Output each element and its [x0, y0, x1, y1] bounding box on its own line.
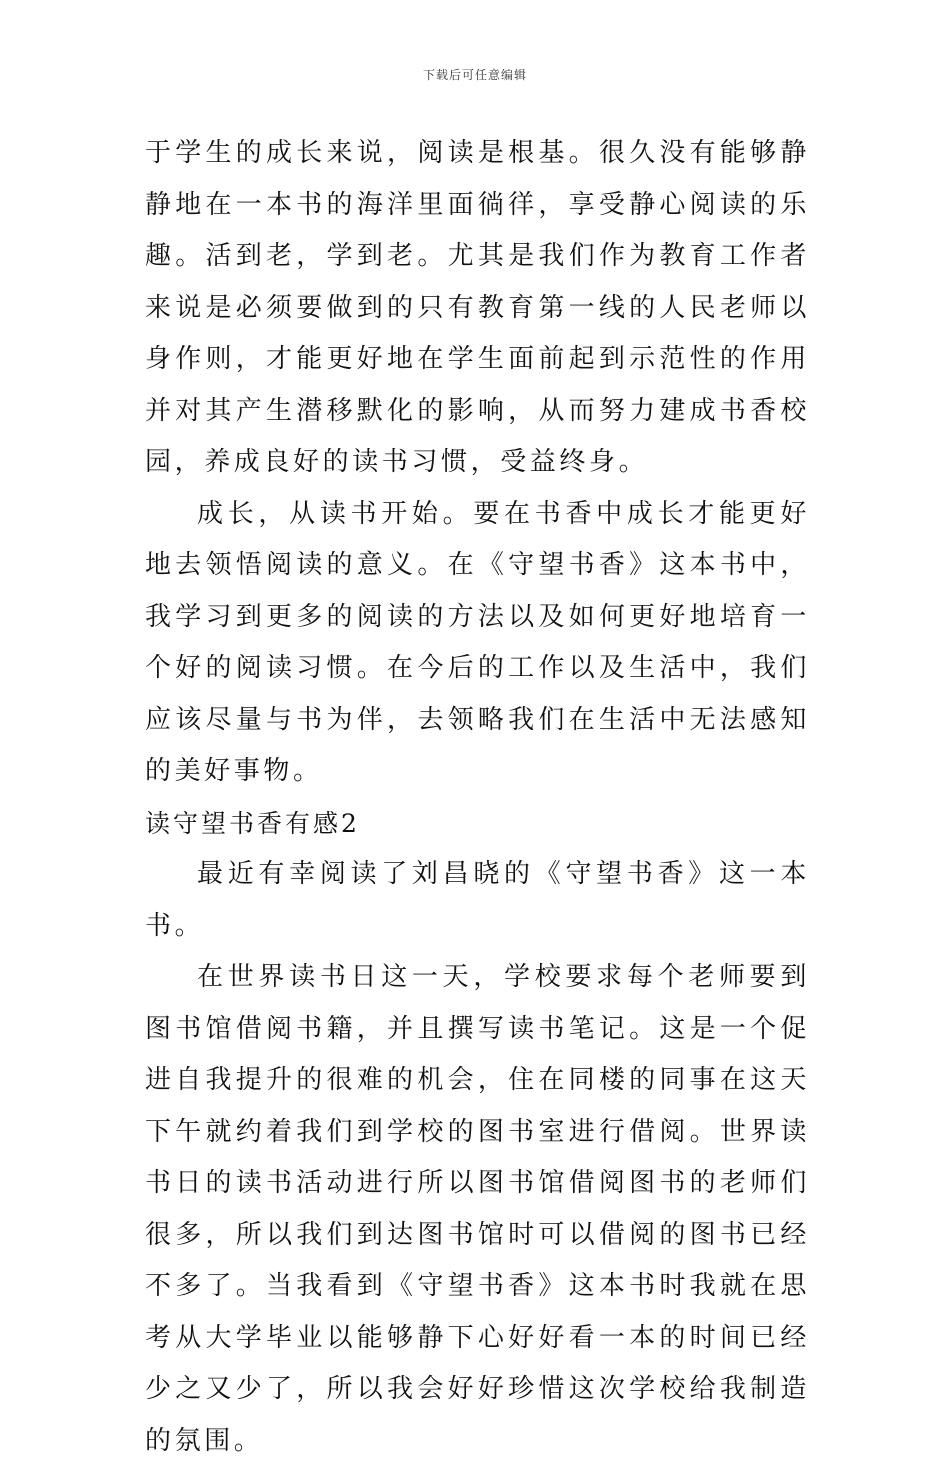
paragraph: 在世界读书日这一天，学校要求每个老师要到图书馆借阅书籍，并且撰写读书笔记。这是一个促进自我提升的很难的机会，住在同楼的同事在这天下午就约着我们到学校的图书室进行借阅。世界读书日的读书活动进行所以图书馆借阅图书的老师们很多，所以我们到达图书馆时可以借阅的图书已经不多了。当我看到《守望书香》这本书时我就在思考从大学毕业以能够静下心好好看一本的时间已经少之又少了，所以我会好好珍惜这次学校给我制造的氛围。: [145, 962, 810, 1456]
paragraph: 成长，从读书开始。要在书香中成长才能更好地去领悟阅读的意义。在《守望书香》这本书中，我学习到更多的阅读的方法以及如何更好地培育一个好的阅读习惯。在今后的工作以及生活中，我们应该尽量与书为伴，去领略我们在生活中无法感知的美好事物。: [145, 498, 810, 786]
header-note: 下载后可任意编辑: [422, 68, 527, 82]
document-body: [145, 128, 810, 1467]
paragraph-continued: 于学生的成长来说，阅读是根基。很久没有能够静静地在一本书的海洋里面徜徉，享受静心阅读的乐趣。活到老，学到老。尤其是我们作为教育工作者来说是必须要做到的只有教育第一线的人民老师以身作则，才能更好地在学生面前起到示范性的作用并对其产生潜移默化的影响，从而努力建成书香校园，养成良好的读书习惯，受益终身。: [145, 138, 810, 477]
section-title: 读守望书香有感2: [145, 808, 360, 838]
paragraph: 最近有幸阅读了刘昌晓的《守望书香》这一本书。: [145, 859, 810, 941]
